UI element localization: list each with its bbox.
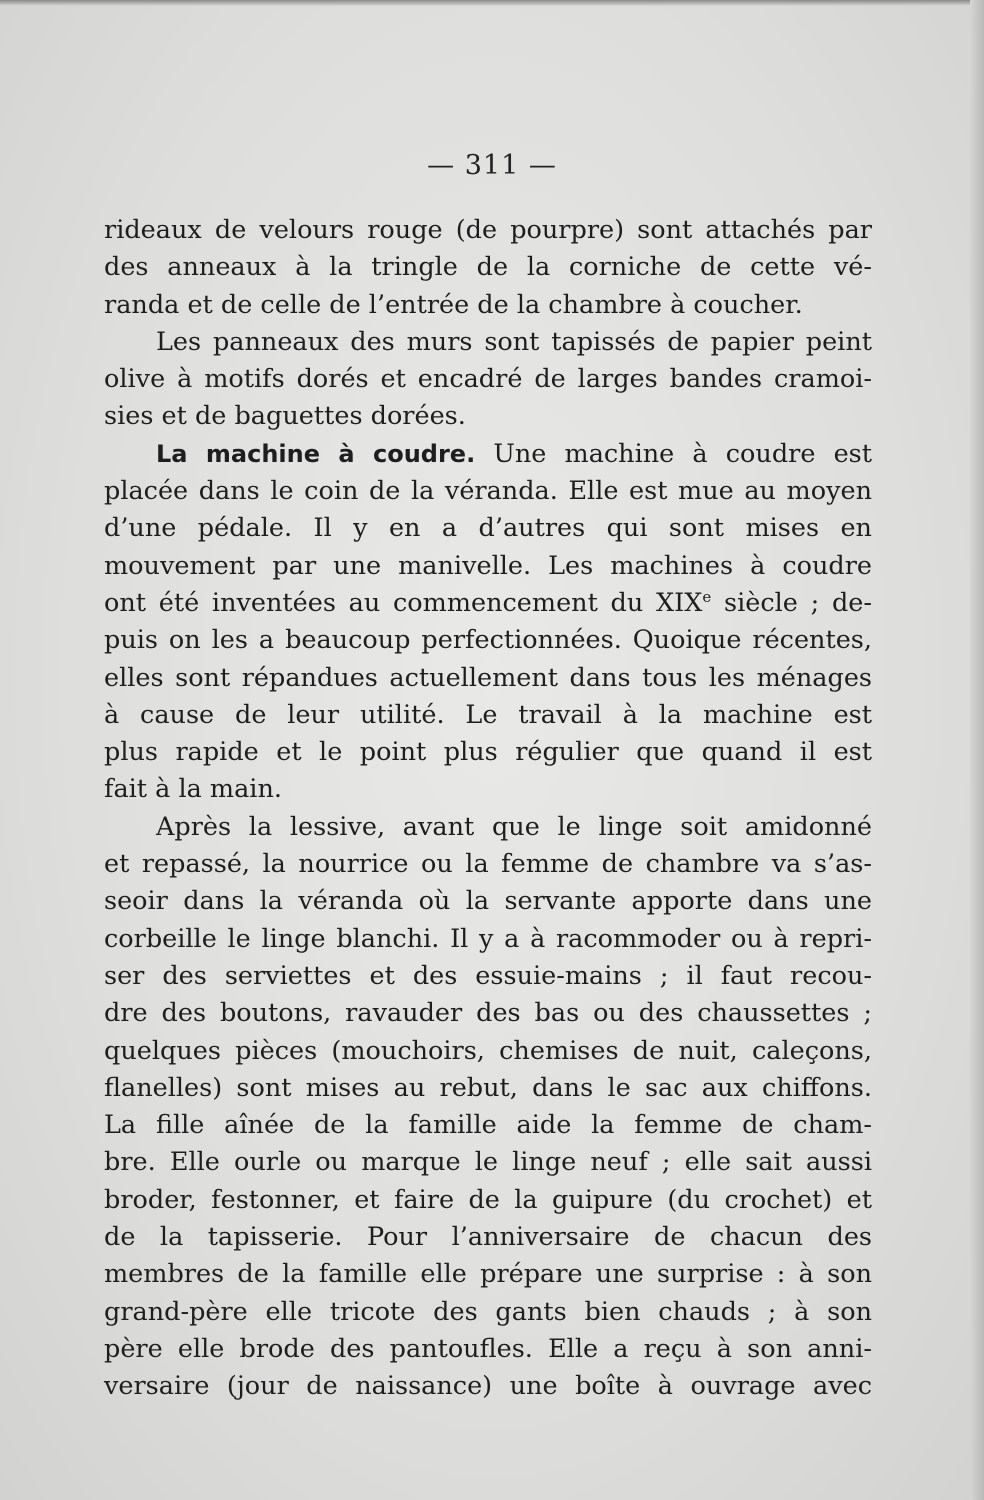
page-edge [970, 0, 984, 1500]
text-line: bre. Elle ourle ou marque le linge neuf ; elle sait aussi [104, 1147, 872, 1178]
text-line: d’une pédale. Il y en a d’autres qui sont mises en [104, 513, 872, 544]
text-line: randa et de celle de l’entrée de la chambre à coucher. [104, 289, 803, 320]
text-line [104, 436, 872, 473]
page-number: — 311 — [427, 150, 557, 181]
text-line: seoir dans la véranda où la servante apporte dans une [104, 886, 872, 917]
text-line: puis on les a beaucoup perfectionnées. Quoique récentes, [104, 625, 872, 656]
text-line: à cause de leur utilité. Le travail à la machine est [104, 699, 872, 730]
text-fragment: Une machine à coudre est [493, 438, 872, 469]
text-line: corbeille le linge blanchi. Il y a à racommoder ou à repri- [104, 923, 872, 954]
text-line: Après la lessive, avant que le linge soit amidonné [156, 811, 872, 842]
text-line: membres de la famille elle prépare une surprise : à son [104, 1259, 872, 1290]
text-line: La fille aînée de la famille aide la femme de cham- [104, 1110, 872, 1141]
text-fragment: ont été inventées au commencement du XIX [104, 587, 703, 618]
text-line: elles sont répandues actuellement dans tous les ménages [104, 662, 872, 693]
text-line: mouvement par une manivelle. Les machines à coudre [104, 550, 872, 581]
text-line: père elle brode des pantoufles. Elle a reçu à son anni- [104, 1333, 872, 1364]
text-line: rideaux de velours rouge (de pourpre) sont attachés par [104, 215, 872, 245]
text-line: de la tapisserie. Pour l’anniversaire de chacun des [104, 1222, 872, 1253]
page-top-shadow [0, 0, 984, 6]
superscript: e [702, 587, 712, 606]
text-line: dre des boutons, ravauder des bas ou des chaussettes ; [104, 998, 872, 1029]
section-heading: La machine à coudre. [156, 439, 476, 468]
text-line: quelques pièces (mouchoirs, chemises de nuit, caleçons, [104, 1035, 872, 1066]
text-line: et repassé, la nourrice ou la femme de chambre va s’as- [104, 849, 872, 880]
text-line: ser des serviettes et des essuie-mains ; il faut recou- [104, 960, 872, 991]
text-line: olive à motifs dorés et encadré de larges bandes cramoi- [104, 364, 872, 395]
text-line: des anneaux à la tringle de la corniche de cette vé- [104, 252, 872, 283]
text-fragment: siècle ; de- [711, 587, 872, 618]
body-text [104, 212, 872, 1406]
text-line [104, 585, 872, 622]
text-line: versaire (jour de naissance) une boîte à ouvrage avec [104, 1371, 872, 1402]
text-line: placée dans le coin de la véranda. Elle est mue au moyen [104, 476, 872, 507]
text-line: Les panneaux des murs sont tapissés de papier peint [156, 326, 872, 357]
text-line: flanelles) sont mises au rebut, dans le sac aux chiffons. [104, 1072, 872, 1103]
text-line: sies et de baguettes dorées. [104, 401, 466, 432]
text-line: grand-père elle tricote des gants bien chauds ; à son [104, 1296, 872, 1327]
text-line: fait à la main. [104, 774, 282, 805]
text-line: broder, festonner, et faire de la guipure (du crochet) et [104, 1184, 872, 1215]
text-line: plus rapide et le point plus régulier que quand il est [104, 737, 872, 768]
